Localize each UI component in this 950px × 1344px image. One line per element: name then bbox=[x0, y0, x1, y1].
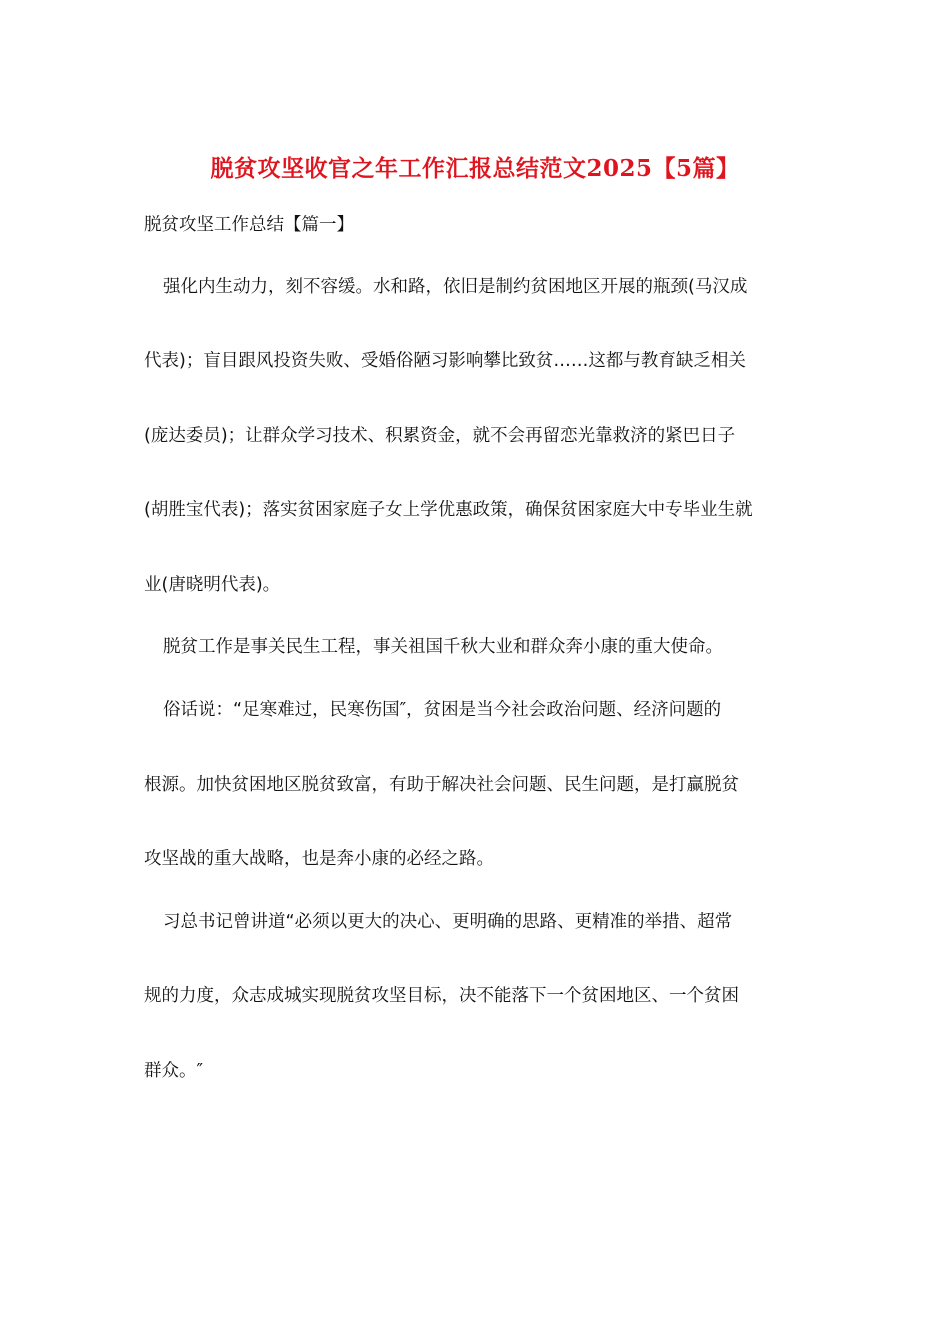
paragraph-line: 俗话说：“足寒难过，民寒伤国″，贫困是当今社会政治问题、经济问题的 bbox=[163, 700, 722, 720]
paragraph-line: 脱贫工作是事关民生工程，事关祖国千秋大业和群众奔小康的重大使命。 bbox=[163, 637, 723, 657]
paragraph-line: 习总书记曾讲道“必须以更大的决心、更明确的思路、更精准的举措、超常 bbox=[163, 912, 733, 932]
paragraph-line: 强化内生动力，刻不容缓。水和路，依旧是制约贫困地区开展的瓶颈(马汉成 bbox=[163, 277, 748, 297]
paragraph-line: 规的力度，众志成城实现脱贫攻坚目标，决不能落下一个贫困地区、一个贫困 bbox=[144, 986, 739, 1006]
section-heading: 脱贫攻坚工作总结【篇一】 bbox=[144, 215, 354, 235]
paragraph-line: 攻坚战的重大战略，也是奔小康的必经之路。 bbox=[144, 849, 494, 869]
paragraph-line: (胡胜宝代表)；落实贫困家庭子女上学优惠政策，确保贫困家庭大中专毕业生就 bbox=[144, 500, 753, 520]
document-title: 脱贫攻坚收官之年工作汇报总结范文2025【5篇】 bbox=[210, 155, 740, 182]
paragraph-line: 根源。加快贫困地区脱贫致富，有助于解决社会问题、民生问题，是打赢脱贫 bbox=[144, 775, 739, 795]
paragraph-line: 业(唐晓明代表)。 bbox=[144, 575, 281, 595]
paragraph-line: 代表)；盲目跟风投资失败、受婚俗陋习影响攀比致贫……这都与教育缺乏相关 bbox=[144, 351, 746, 371]
paragraph-line: 群众。″ bbox=[144, 1061, 204, 1081]
paragraph-line: (庞达委员)；让群众学习技术、积累资金，就不会再留恋光靠救济的紧巴日子 bbox=[144, 426, 736, 446]
